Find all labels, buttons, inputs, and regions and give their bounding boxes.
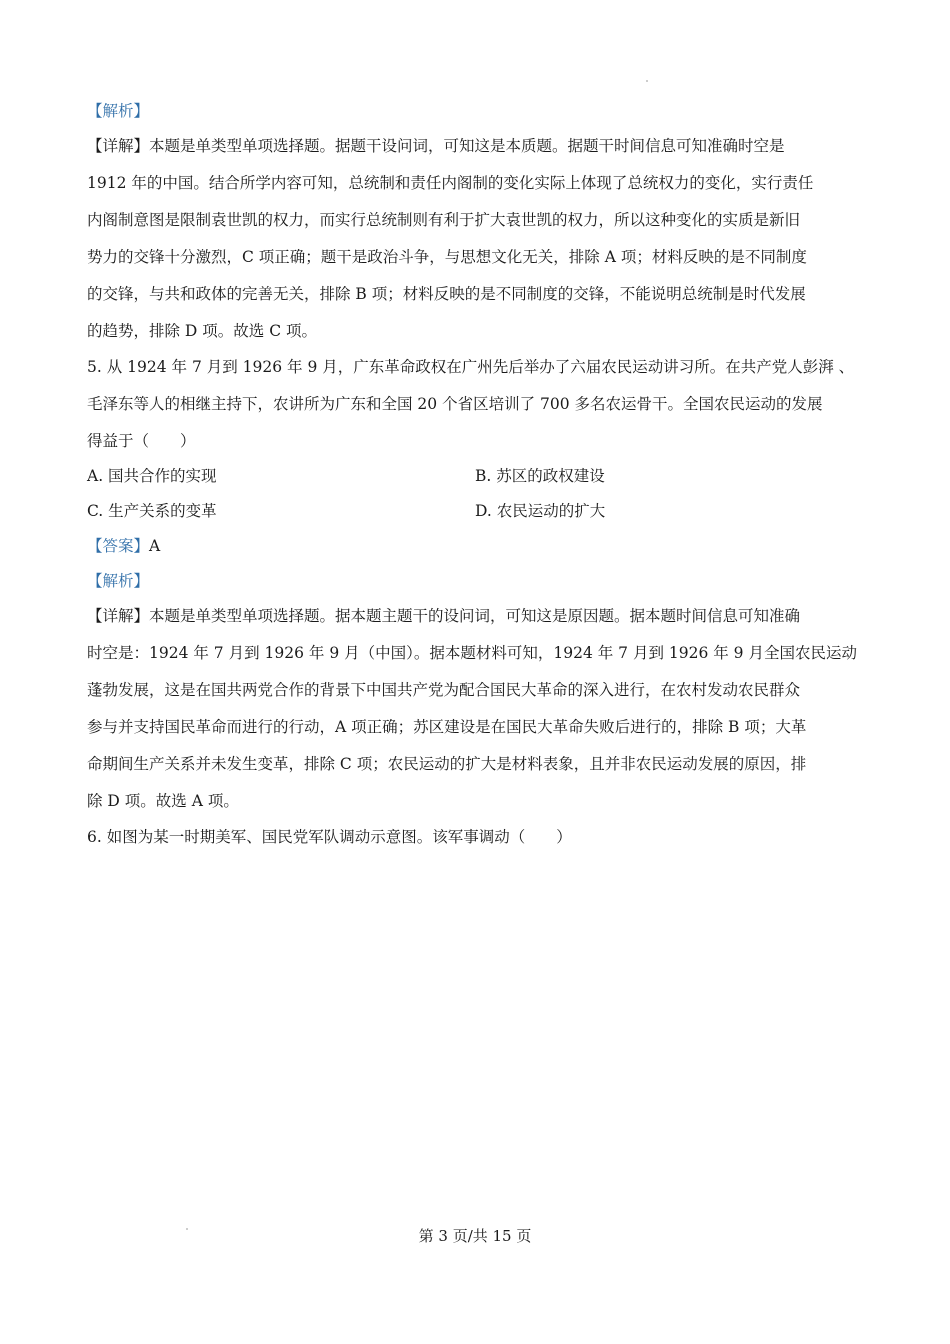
q5-answer	[87, 535, 877, 557]
q4-detail-line-2: 1912 年的中国。结合所学内容可知，总统制和责任内阁制的变化实际上体现了总统权力的变化，实行责任	[87, 174, 814, 192]
q5-detail-line-5: 命期间生产关系并未发生变革，排除 C 项；农民运动的扩大是材料表象，且并非农民运动发展的原因，排	[87, 755, 807, 773]
analysis-tag: 【解析】	[87, 572, 150, 590]
q5-detail-line-6: 除 D 项。故选 A 项。	[87, 792, 239, 810]
q5-detail-line-4: 参与并支持国民革命而进行的行动，A 项正确；苏区建设是在国民大革命失败后进行的，排除 B 项；大革	[87, 718, 807, 736]
q5-stem-line-1: 5. 从 1924 年 7 月到 1926 年 9 月，广东革命政权在广州先后举办了六届农民运动讲习所。在共产党人彭湃 、	[87, 358, 855, 376]
page-footer: 第 3 页/共 15 页	[418, 1227, 532, 1245]
q4-detail-line-6: 的趋势，排除 D 项。故选 C 项。	[87, 322, 317, 340]
analysis-tag: 【解析】	[87, 102, 150, 120]
detail-tag: 【详解】	[87, 137, 150, 155]
q5-option-d: D. 农民运动的扩大	[475, 502, 606, 520]
q5-option-a: A. 国共合作的实现	[87, 467, 217, 485]
q5-stem-line-2: 毛泽东等人的相继主持下，农讲所为广东和全国 20 个省区培训了 700 多名农运骨干。全国农民运动的发展	[87, 395, 823, 413]
detail-tag: 【详解】	[87, 607, 150, 625]
q5-detail-line-2: 时空是：1924 年 7 月到 1926 年 9 月（中国）。据本题材料可知，1924 年 7 月到 1926 年 9 月全国农民运动	[87, 644, 857, 662]
answer-tag: 【答案】	[87, 537, 150, 555]
q4-detail-line-3: 内阁制意图是限制袁世凯的权力，而实行总统制则有利于扩大袁世凯的权力，所以这种变化的实质是新旧	[87, 211, 801, 229]
q4-detail-line-4: 势力的交锋十分激烈，C 项正确；题干是政治斗争，与思想文化无关，排除 A 项；材料反映的是不同制度	[87, 248, 807, 266]
q5-detail-text-1: 本题是单类型单项选择题。据本题主题干的设问词，可知这是原因题。据本题时间信息可知准确	[149, 607, 801, 625]
q4-detail-line-1	[87, 135, 877, 157]
answer-value: A	[149, 537, 161, 555]
scan-speck	[646, 80, 648, 82]
q4-detail-text-1: 本题是单类型单项选择题。据题干设问词，可知这是本质题。据题干时间信息可知准确时空是	[149, 137, 785, 155]
q4-analysis-tag	[87, 100, 877, 122]
q6-stem: 6. 如图为某一时期美军、国民党军队调动示意图。该军事调动（ ）	[87, 828, 572, 846]
q5-detail-line-1	[87, 605, 877, 627]
q5-option-c: C. 生产关系的变革	[87, 502, 217, 520]
q5-option-b: B. 苏区的政权建设	[475, 467, 605, 485]
q5-stem-line-3: 得益于（ ）	[87, 432, 196, 450]
q4-detail-line-5: 的交锋，与共和政体的完善无关，排除 B 项；材料反映的是不同制度的交锋，不能说明总统制是时代发展	[87, 285, 806, 303]
q5-detail-line-3: 蓬勃发展，这是在国共两党合作的背景下中国共产党为配合国民大革命的深入进行，在农村发动农民群众	[87, 681, 801, 699]
q5-analysis-tag	[87, 570, 877, 592]
